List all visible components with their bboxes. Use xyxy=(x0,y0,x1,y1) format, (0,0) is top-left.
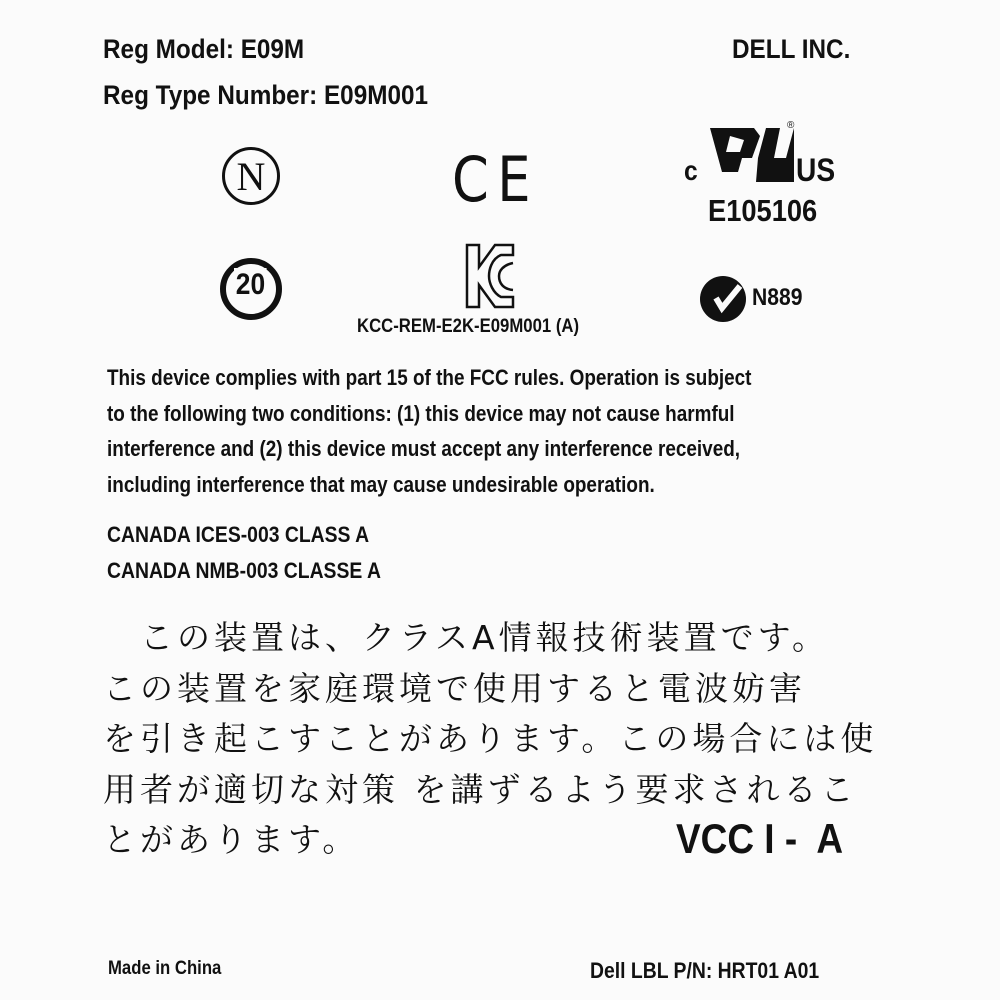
kc-mark-icon xyxy=(465,243,517,309)
vcci-line: この装置は、クラスA情報技術装置です。 xyxy=(103,618,829,657)
c-tick-icon xyxy=(700,276,746,322)
n-mark-letter: N xyxy=(236,154,266,199)
ul-us-label: US xyxy=(796,152,836,188)
canada-ices: CANADA ICES-003 CLASS A xyxy=(107,522,370,547)
made-in: Made in China xyxy=(108,958,222,979)
fcc-line: This device complies with part 15 of the FCC rules. Operation is subject xyxy=(107,365,752,390)
vcci-class-mark: VCC I - A xyxy=(676,815,844,862)
epup-years: 20 xyxy=(235,268,266,301)
ce-mark-icon: CE xyxy=(452,143,540,216)
kcc-code: KCC-REM-E2K-E09M001 (A) xyxy=(357,316,580,337)
ul-registered: ® xyxy=(787,120,795,131)
label-part-number: Dell LBL P/N: HRT01 A01 xyxy=(590,958,820,983)
vcci-line: 用者が適切な対策 を講ずるよう要求されるこ xyxy=(103,769,858,809)
fcc-line: to the following two conditions: (1) this device may not cause harmful xyxy=(107,400,735,426)
vcci-line: とがあります。 xyxy=(103,820,360,859)
fcc-line: interference and (2) this device must accept any interference received, xyxy=(107,436,741,461)
n-mark-icon xyxy=(222,147,280,205)
company-name: DELL INC. xyxy=(732,34,851,64)
ul-file-number: E105106 xyxy=(708,193,818,228)
vcci-line: を引き起こすことがあります。この場合には使 xyxy=(103,719,878,758)
fcc-line: including interference that may cause undesirable operation. xyxy=(107,471,655,497)
reg-type-number: Reg Type Number: E09M001 xyxy=(103,80,429,110)
c-tick-code: N889 xyxy=(752,284,803,311)
ul-logo-icon xyxy=(700,122,796,186)
reg-model: Reg Model: E09M xyxy=(103,34,305,64)
ul-c-label: c xyxy=(684,155,698,186)
fcc-statement xyxy=(107,360,751,502)
vcci-line: この装置を家庭環境で使用すると電波妨害 xyxy=(103,668,806,708)
canada-nmb: CANADA NMB-003 CLASSE A xyxy=(107,558,381,583)
